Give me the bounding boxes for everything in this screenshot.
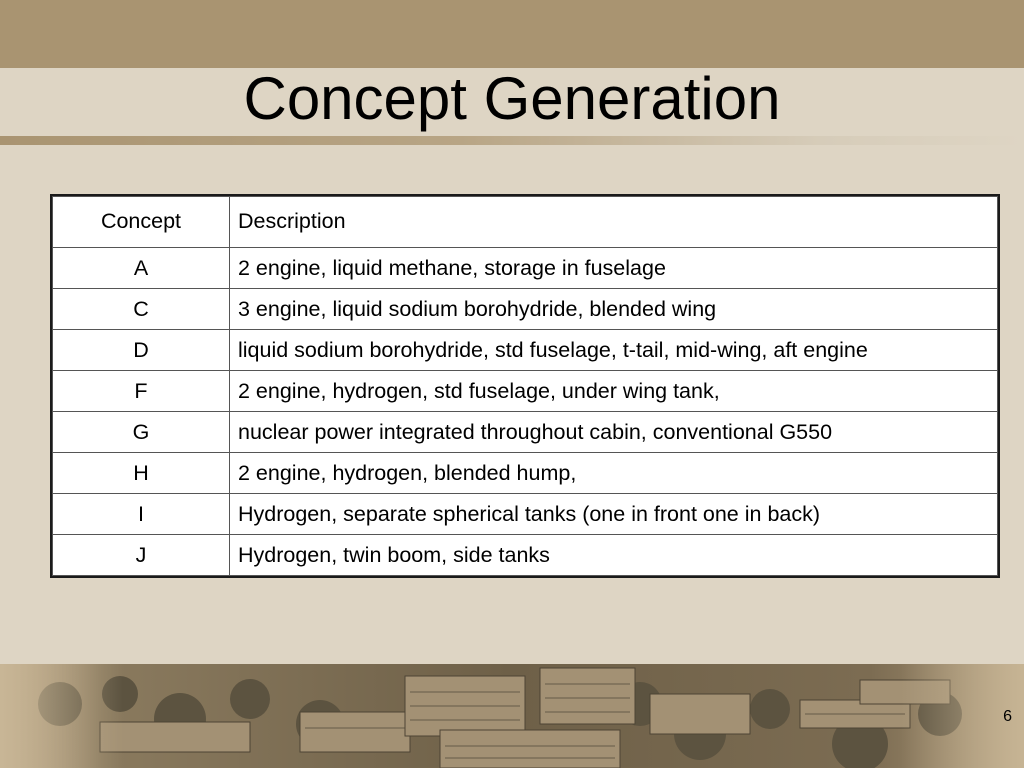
top-band xyxy=(0,0,1024,68)
description-cell: Hydrogen, twin boom, side tanks xyxy=(230,535,998,576)
concept-cell: I xyxy=(53,494,230,535)
description-cell: 2 engine, liquid methane, storage in fuselage xyxy=(230,248,998,289)
table-header-row xyxy=(53,197,998,248)
campus-photo-banner xyxy=(0,664,1024,768)
concept-cell: D xyxy=(53,330,230,371)
description-cell: Hydrogen, separate spherical tanks (one in front one in back) xyxy=(230,494,998,535)
description-cell: nuclear power integrated throughout cabin, conventional G550 xyxy=(230,412,998,453)
concept-cell: J xyxy=(53,535,230,576)
table-row xyxy=(53,494,998,535)
table-row xyxy=(53,248,998,289)
table-row xyxy=(53,535,998,576)
table-row xyxy=(53,330,998,371)
table-row xyxy=(53,453,998,494)
description-cell: liquid sodium borohydride, std fuselage, t-tail, mid-wing, aft engine xyxy=(230,330,998,371)
description-cell: 2 engine, hydrogen, std fuselage, under wing tank, xyxy=(230,371,998,412)
concept-cell: F xyxy=(53,371,230,412)
description-cell: 2 engine, hydrogen, blended hump, xyxy=(230,453,998,494)
table-row xyxy=(53,289,998,330)
table-row xyxy=(53,371,998,412)
concept-cell: C xyxy=(53,289,230,330)
slide-number: 6 xyxy=(1003,708,1012,725)
table-row xyxy=(53,412,998,453)
column-header-description: Description xyxy=(230,197,998,248)
concept-cell: G xyxy=(53,412,230,453)
description-cell: 3 engine, liquid sodium borohydride, blended wing xyxy=(230,289,998,330)
slide-title: Concept Generation xyxy=(243,65,781,132)
title-divider xyxy=(0,136,1024,145)
concept-cell: H xyxy=(53,453,230,494)
column-header-concept: Concept xyxy=(53,197,230,248)
campus-buildings-image xyxy=(0,664,1024,768)
concept-table xyxy=(50,194,1000,578)
concept-cell: A xyxy=(53,248,230,289)
